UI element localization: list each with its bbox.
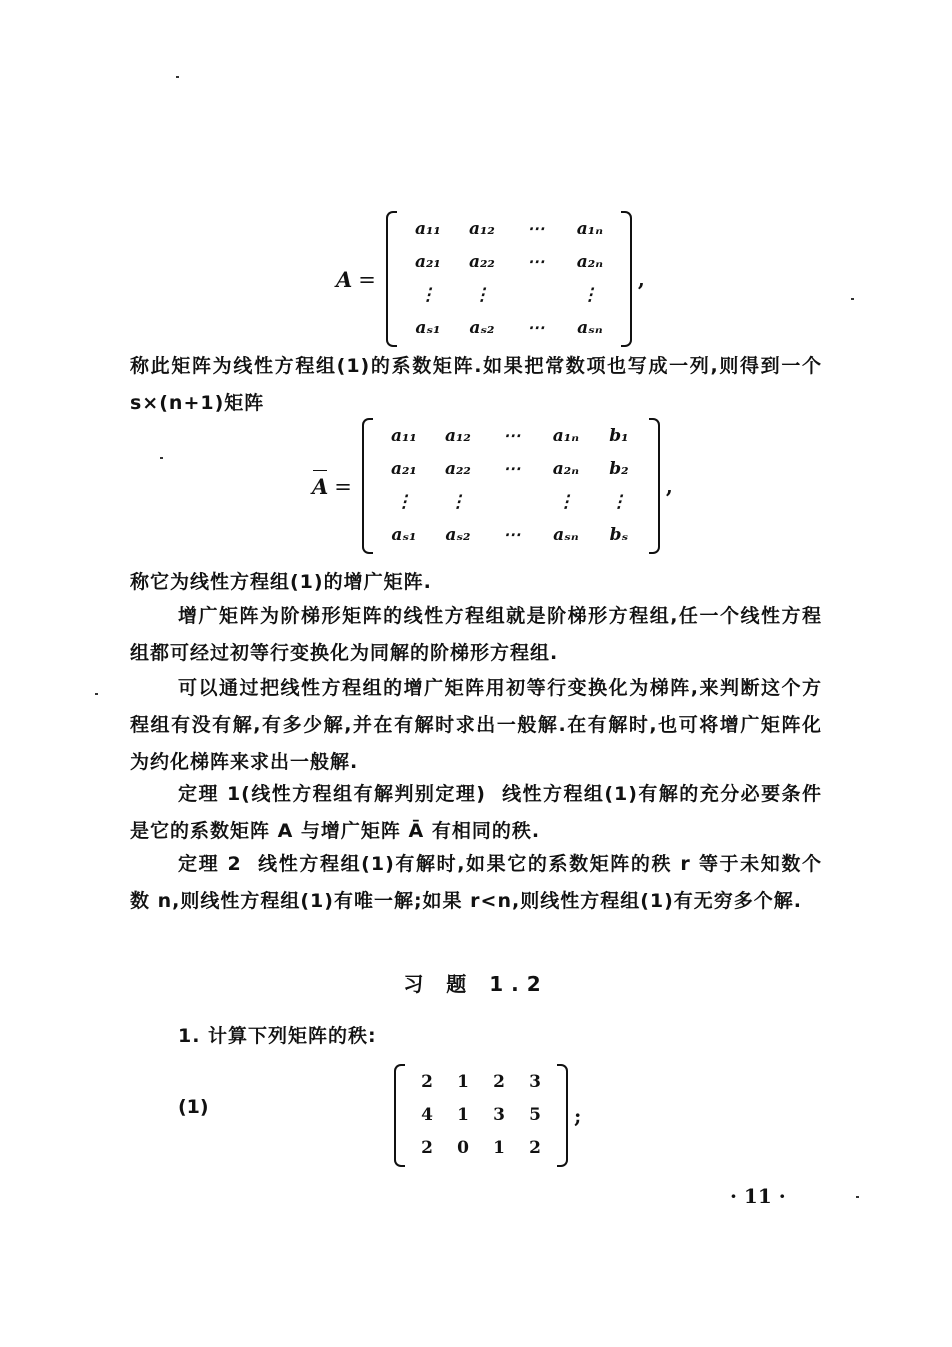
exercise-1-sub-label: (1) [178, 1096, 209, 1118]
scan-speck [95, 693, 98, 695]
exercise-1-matrix-block [394, 1064, 581, 1167]
matrix-entry [509, 279, 563, 312]
matrix-entry: ⋯ [503, 459, 521, 479]
matrix-entry: ⋮ [449, 492, 467, 512]
matrix-entry: 5 [529, 1105, 541, 1125]
matrix-entry: ⋮ [610, 492, 628, 512]
matrix-entry: bₛ [609, 525, 629, 545]
matrix-entry: 3 [529, 1072, 541, 1092]
exercise-1-matrix-grid [405, 1064, 557, 1167]
theorem-1 [130, 776, 822, 850]
scan-speck [851, 298, 854, 300]
matrix-entry: a₂₂ [468, 252, 495, 272]
matrix-entry: 4 [421, 1105, 433, 1125]
left-bracket [386, 211, 397, 347]
matrix-entry: a₁ₙ [552, 426, 580, 446]
matrix-entry: aₛ₁ [391, 525, 417, 545]
matrix-entry: aₛ₁ [415, 318, 441, 338]
matrix-entry: 0 [457, 1138, 469, 1158]
right-bracket [649, 418, 660, 554]
matrix-entry: 2 [529, 1138, 541, 1158]
matrix-a-label: A = [336, 266, 376, 292]
matrix-entry: 2 [421, 1072, 433, 1092]
page-number: · 11 · [730, 1184, 786, 1208]
matrix-entry: aₛₙ [577, 318, 603, 338]
matrix-entry: a₁₁ [414, 219, 441, 239]
matrix-augmented-label: A = [312, 473, 352, 499]
matrix-entry: 2 [493, 1072, 505, 1092]
matrix-entry: ⋮ [395, 492, 413, 512]
matrix-entry: b₂ [609, 459, 629, 479]
matrix-entry: a₁₂ [444, 426, 471, 446]
theorem-1-body: 线性方程组(1)有解的充分必要条件是它的系数矩阵 A 与增广矩阵 Ā 有相同的秩. [130, 783, 823, 842]
theorem-1-lead: 定理 1(线性方程组有解判别定理) [178, 783, 486, 805]
scan-speck [856, 1196, 859, 1198]
matrix-entry: 3 [493, 1105, 505, 1125]
matrix-entry: ⋯ [527, 252, 545, 272]
exercise-1-matrix [394, 1064, 568, 1167]
matrix-a-grid [397, 211, 621, 347]
matrix-entry: ⋮ [473, 285, 491, 305]
matrix-entry: aₛₙ [553, 525, 579, 545]
exercise-1-prompt: 1. 计算下列矩阵的秩: [178, 1025, 377, 1047]
scan-speck [176, 76, 179, 78]
matrix-entry: aₛ₂ [469, 318, 495, 338]
matrix-augmented-comma: , [665, 474, 673, 498]
scan-speck [160, 457, 163, 459]
matrix-augmented [362, 418, 660, 554]
matrix-entry: a₁ₙ [576, 219, 604, 239]
matrix-entry: ⋮ [581, 285, 599, 305]
theorem-2 [130, 846, 822, 920]
matrix-entry: a₂₁ [390, 459, 417, 479]
matrix-entry: ⋯ [503, 426, 521, 446]
paragraph-method: 可以通过把线性方程组的增广矩阵用初等行变换化为梯阵,来判断这个方程组有没有解,有多少解,并在有解时求出一般解.在有解时,也可将增广矩阵化为约化梯阵来求出一般解. [130, 677, 822, 773]
matrix-entry: 2 [421, 1138, 433, 1158]
matrix-entry: a₂ₙ [552, 459, 580, 479]
matrix-augmented-equation [312, 418, 673, 554]
matrix-entry: b₁ [609, 426, 629, 446]
exercise-1-semicolon: ; [574, 1103, 582, 1128]
paragraph-augmented-definition: 称它为线性方程组(1)的增广矩阵. [130, 571, 432, 593]
matrix-a-comma: , [637, 267, 645, 291]
matrix-entry: 1 [457, 1105, 469, 1125]
left-bracket [362, 418, 373, 554]
matrix-entry: 1 [493, 1138, 505, 1158]
matrix-entry: a₂₁ [414, 252, 441, 272]
matrix-entry: a₂₂ [444, 459, 471, 479]
matrix-entry: a₁₁ [390, 426, 417, 446]
left-bracket [394, 1064, 405, 1167]
exercise-heading: 习 题 1.2 [403, 972, 549, 996]
matrix-entry: a₂ₙ [576, 252, 604, 272]
matrix-augmented-grid [373, 418, 649, 554]
matrix-entry: aₛ₂ [445, 525, 471, 545]
matrix-entry: ⋮ [557, 492, 575, 512]
paragraph-echelon: 增广矩阵为阶梯形矩阵的线性方程组就是阶梯形方程组,任一个线性方程组都可经过初等行变换化为同解的阶梯形方程组. [130, 605, 822, 664]
matrix-a [386, 211, 632, 347]
right-bracket [621, 211, 632, 347]
matrix-entry: ⋯ [527, 219, 545, 239]
matrix-entry: ⋯ [527, 318, 545, 338]
matrix-entry: a₁₂ [468, 219, 495, 239]
matrix-entry: ⋯ [503, 525, 521, 545]
paragraph-coefficient-matrix: 称此矩阵为线性方程组(1)的系数矩阵.如果把常数项也写成一列,则得到一个 s×(n+1)矩阵 [130, 355, 822, 414]
matrix-entry: 1 [457, 1072, 469, 1092]
matrix-entry: ⋮ [419, 285, 437, 305]
matrix-a-equation [336, 211, 645, 347]
theorem-2-body: 线性方程组(1)有解时,如果它的系数矩阵的秩 r 等于未知数个数 n,则线性方程组(1)有唯一解;如果 r<n,则线性方程组(1)有无穷多个解. [130, 853, 822, 912]
matrix-entry [485, 486, 539, 519]
theorem-2-lead: 定理 2 [178, 853, 242, 875]
right-bracket [557, 1064, 568, 1167]
